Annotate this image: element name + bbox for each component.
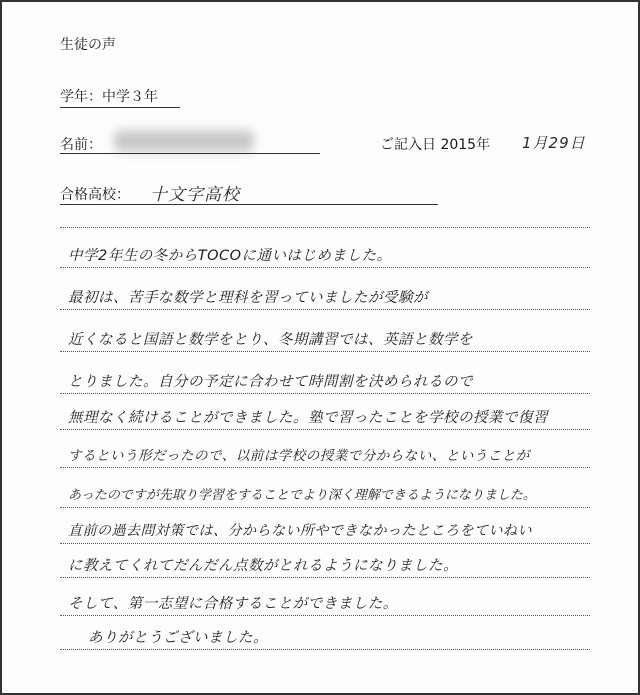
page-title: 生徒の声 xyxy=(60,37,116,53)
body-line: 近くなると国語と数学をとり、冬期講習では、英語と数学を xyxy=(68,332,473,348)
blurred-name xyxy=(114,130,254,152)
guide-line xyxy=(60,351,590,352)
guide-line xyxy=(60,393,590,394)
guide-line xyxy=(60,429,590,430)
body-line: ありがとうございました。 xyxy=(88,630,268,646)
body-line: 無理なく続けることができました。塾で習ったことを学校の授業で復習 xyxy=(68,410,548,426)
guide-line xyxy=(60,309,590,310)
body-line: とりました。自分の予定に合わせて時間割を決められるので xyxy=(68,374,473,390)
guide-line xyxy=(60,543,590,544)
guide-line xyxy=(60,467,590,468)
body-line: に教えてくれてだんだん点数がとれるようになりました。 xyxy=(68,558,458,574)
guide-line xyxy=(60,577,590,578)
grade-underline xyxy=(60,107,180,108)
guide-line xyxy=(60,649,590,650)
guide-line xyxy=(60,615,590,616)
date-value: 1月29日 xyxy=(522,134,586,152)
guide-line xyxy=(60,227,590,228)
date-label: ご記入日 2015年 xyxy=(380,137,491,153)
body-line: あったのですが先取り学習をすることでより深く理解できるようになりました。 xyxy=(68,488,536,503)
guide-line xyxy=(60,507,590,508)
body-line: 中学2年生の冬からTOCOに通いはじめました。 xyxy=(68,248,392,264)
name-label: 名前： xyxy=(60,137,102,153)
school-underline xyxy=(60,204,438,205)
body-line: 直前の過去問対策では、分からない所やできなかったところをていねい xyxy=(68,523,532,539)
grade-label: 学年：中学３年 xyxy=(60,89,158,105)
school-label: 合格高校： xyxy=(60,187,130,203)
school-value: 十文字高校 xyxy=(150,185,240,205)
body-line: 最初は、苦手な数学と理科を習っていましたが受験が xyxy=(68,290,428,306)
body-line: そして、第一志望に合格することができました。 xyxy=(68,596,398,612)
guide-line xyxy=(60,267,590,268)
body-line: するという形だったので、以前は学校の授業で分からない、ということが xyxy=(68,448,530,464)
name-underline xyxy=(60,153,320,154)
